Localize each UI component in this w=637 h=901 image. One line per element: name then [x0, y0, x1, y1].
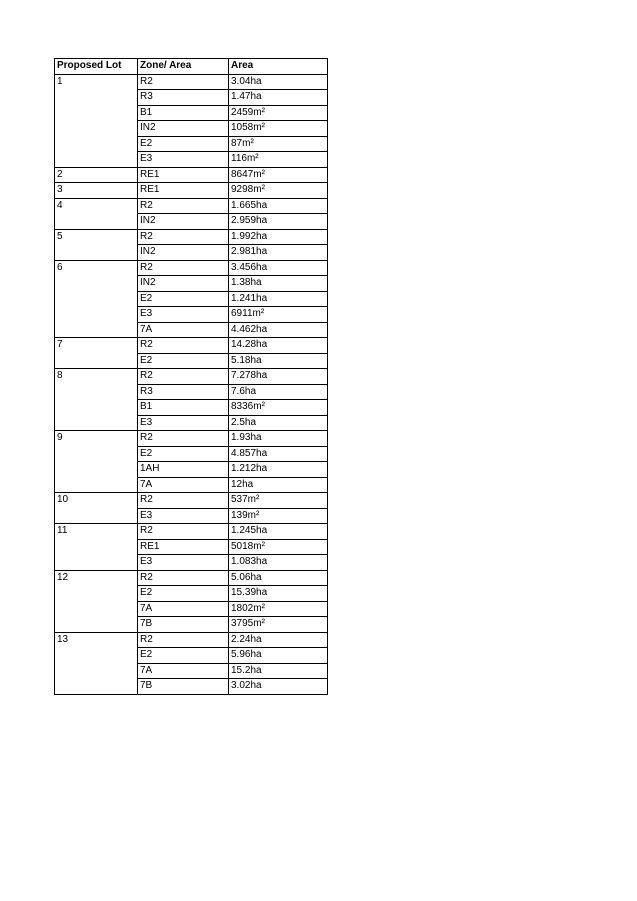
zone-cell: 7B	[138, 679, 229, 695]
zone-cell: 7A	[138, 322, 229, 338]
table-row	[55, 167, 328, 183]
table-row	[55, 632, 328, 648]
area-cell: 1.083ha	[229, 555, 328, 571]
lot-number-cell: 13	[55, 632, 138, 694]
zone-cell: R2	[138, 493, 229, 509]
lot-number-cell: 6	[55, 260, 138, 338]
zone-cell: R2	[138, 524, 229, 540]
table-row	[55, 369, 328, 385]
zone-cell: IN2	[138, 121, 229, 137]
lot-number-cell: 2	[55, 167, 138, 183]
lot-number-cell: 8	[55, 369, 138, 431]
area-cell: 1.992ha	[229, 229, 328, 245]
area-cell: 6911m²	[229, 307, 328, 323]
area-cell: 3795m²	[229, 617, 328, 633]
lot-number-cell: 9	[55, 431, 138, 493]
lot-number-cell: 10	[55, 493, 138, 524]
area-cell: 1802m²	[229, 601, 328, 617]
area-cell: 537m²	[229, 493, 328, 509]
zone-cell: IN2	[138, 245, 229, 261]
area-cell: 3.04ha	[229, 74, 328, 90]
lot-number-cell: 7	[55, 338, 138, 369]
zone-cell: R3	[138, 90, 229, 106]
zone-cell: E2	[138, 648, 229, 664]
header-row	[55, 59, 328, 75]
lot-number-cell: 1	[55, 74, 138, 167]
lot-number-cell: 4	[55, 198, 138, 229]
header-zone-area: Zone/ Area	[138, 59, 229, 75]
zone-cell: RE1	[138, 167, 229, 183]
area-cell: 14.28ha	[229, 338, 328, 354]
zone-cell: R2	[138, 229, 229, 245]
table-row	[55, 493, 328, 509]
area-cell: 139m²	[229, 508, 328, 524]
zone-cell: E3	[138, 415, 229, 431]
zone-cell: 7A	[138, 601, 229, 617]
zone-cell: 7B	[138, 617, 229, 633]
area-cell: 1.212ha	[229, 462, 328, 478]
area-cell: 2459m²	[229, 105, 328, 121]
zone-cell: E3	[138, 152, 229, 168]
area-cell: 15.39ha	[229, 586, 328, 602]
zone-cell: R2	[138, 338, 229, 354]
zone-cell: B1	[138, 105, 229, 121]
area-cell: 2.24ha	[229, 632, 328, 648]
area-cell: 12ha	[229, 477, 328, 493]
table-row	[55, 338, 328, 354]
area-cell: 7.6ha	[229, 384, 328, 400]
lot-zone-area-table	[54, 58, 328, 695]
table-row	[55, 229, 328, 245]
area-cell: 2.959ha	[229, 214, 328, 230]
lot-number-cell: 3	[55, 183, 138, 199]
area-cell: 1.47ha	[229, 90, 328, 106]
area-cell: 1.665ha	[229, 198, 328, 214]
zone-cell: IN2	[138, 214, 229, 230]
zone-cell: R2	[138, 260, 229, 276]
lot-number-cell: 11	[55, 524, 138, 571]
zone-cell: E3	[138, 508, 229, 524]
area-cell: 9298m²	[229, 183, 328, 199]
header-proposed-lot: Proposed Lot	[55, 59, 138, 75]
area-cell: 8647m²	[229, 167, 328, 183]
zone-cell: E2	[138, 136, 229, 152]
zone-cell: R2	[138, 632, 229, 648]
area-cell: 7.278ha	[229, 369, 328, 385]
area-cell: 1.38ha	[229, 276, 328, 292]
zone-cell: E2	[138, 446, 229, 462]
table-row	[55, 74, 328, 90]
zone-cell: R3	[138, 384, 229, 400]
zone-cell: E3	[138, 555, 229, 571]
area-cell: 1.241ha	[229, 291, 328, 307]
header-area: Area	[229, 59, 328, 75]
area-cell: 5.96ha	[229, 648, 328, 664]
zone-cell: IN2	[138, 276, 229, 292]
zone-cell: RE1	[138, 539, 229, 555]
zone-cell: E2	[138, 586, 229, 602]
area-cell: 3.02ha	[229, 679, 328, 695]
zone-cell: E3	[138, 307, 229, 323]
area-cell: 87m²	[229, 136, 328, 152]
zone-cell: R2	[138, 570, 229, 586]
table-row	[55, 260, 328, 276]
area-cell: 5.18ha	[229, 353, 328, 369]
lot-number-cell: 12	[55, 570, 138, 632]
zone-cell: R2	[138, 431, 229, 447]
zone-cell: 1AH	[138, 462, 229, 478]
table-row	[55, 524, 328, 540]
area-cell: 2.5ha	[229, 415, 328, 431]
area-cell: 1.245ha	[229, 524, 328, 540]
zone-cell: E2	[138, 353, 229, 369]
zone-cell: B1	[138, 400, 229, 416]
area-cell: 1058m²	[229, 121, 328, 137]
table-header	[55, 59, 328, 75]
area-cell: 1.93ha	[229, 431, 328, 447]
zone-cell: 7A	[138, 477, 229, 493]
area-cell: 8336m²	[229, 400, 328, 416]
zone-cell: RE1	[138, 183, 229, 199]
area-cell: 5018m²	[229, 539, 328, 555]
table-row	[55, 431, 328, 447]
zone-cell: E2	[138, 291, 229, 307]
area-cell: 5.06ha	[229, 570, 328, 586]
area-cell: 4.857ha	[229, 446, 328, 462]
zone-cell: R2	[138, 198, 229, 214]
zone-cell: R2	[138, 369, 229, 385]
area-cell: 15.2ha	[229, 663, 328, 679]
area-cell: 2.981ha	[229, 245, 328, 261]
area-cell: 116m²	[229, 152, 328, 168]
table-body	[55, 74, 328, 694]
area-cell: 4.462ha	[229, 322, 328, 338]
table-row	[55, 183, 328, 199]
lot-number-cell: 5	[55, 229, 138, 260]
area-cell: 3.456ha	[229, 260, 328, 276]
table-row	[55, 570, 328, 586]
zone-cell: 7A	[138, 663, 229, 679]
table-row	[55, 198, 328, 214]
zone-cell: R2	[138, 74, 229, 90]
